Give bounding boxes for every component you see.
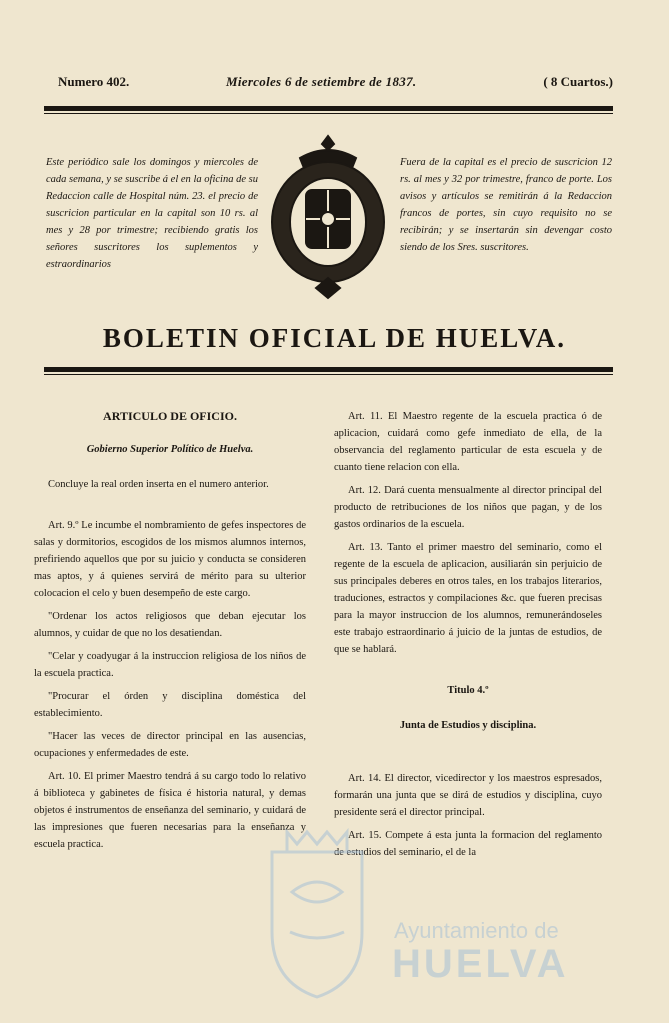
city-shield-icon — [262, 822, 372, 1002]
section-heading: ARTICULO DE OFICIO. — [103, 409, 237, 423]
watermark-line-1: Ayuntamiento de — [394, 918, 559, 943]
section-title: Titulo 4.º — [447, 685, 489, 696]
article-paragraph: Art. 14. El director, vicedirector y los maestros espresados, formarán una junta que se dirá de estudios y disciplina, cuyo presidente será el director principal. — [334, 773, 602, 818]
article-paragraph: Art. 13. Tanto el primer maestro del seminario, como el regente de la escuela de aplicacion, ausiliarán sin perjuicio de sus principales deberes en otros tales, en los trabajos literarios, traduciones, estractos y compilaciones &c. que fueren precisas para la mayor instruccion de los alumnos, remunerándoseles este trabajo estraordinario á juicio de la juntas de estudios, de que se hablará. — [334, 542, 602, 655]
article-paragraph: Art. 11. El Maestro regente de la escuela practica ó de aplicacion, cuidará como gefe inmediato de ella, de la observancia del reglamento particular de esta escuela y de cuanto tiene relacion con ella. — [334, 411, 602, 473]
intro-left: Este periódico sale los domingos y miercoles de cada semana, y se suscribe á el en la oficina de su Redaccion calle de Hospital núm. 23. el precio de suscricion particular en la capital son 10 rs. al mes y 28 por trimestre; recibiendo gratis los señores suscritores los suplementos y estraordinarios — [46, 157, 258, 270]
article-paragraph: Art. 10. El primer Maestro tendrá á su cargo todo lo relativo á biblioteca y gabinetes de física é historia natural, y demas objetos é instrumentos de enseñanza del seminario, y cuidará de las impresiones que fueren necesarias para la enseñanza y escuela practica. — [34, 771, 306, 850]
article-paragraph: "Celar y coadyugar á la instruccion religiosa de los niños de la escuela practica. — [34, 651, 306, 679]
intro-right: Fuera de la capital es el precio de suscricion 12 rs. al mes y 32 por trimestre, franco de porte. Los avisos y artículos se remitirán á la Redaccion francos de portes, sin cuyo requisito no se recibirán; y se insertarán sin devengar costo siendo de los Sres. suscritores. — [400, 157, 612, 253]
newspaper-title: BOLETIN OFICIAL DE HUELVA. — [102, 323, 567, 353]
article-paragraph: Art. 9.º Le incumbe el nombramiento de gefes inspectores de salas y dormitorios, escogidos de los mismos alumnos internos, prefiriendo aquellos que por su juicio y conducta se consideren mas aptos, y á quienes servirá de mérito para su ulterior colocacion el celo y buen desempeño de este cargo. — [34, 520, 306, 599]
right-column — [334, 408, 602, 867]
article-paragraph: "Procurar el órden y disciplina doméstica del establecimiento. — [34, 691, 306, 719]
watermark — [262, 822, 602, 1002]
section-subheading: Gobierno Superior Político de Huelva. — [86, 444, 254, 455]
article-paragraph: "Hacer las veces de director principal en las ausencias, ocupaciones y enfermedades de este. — [34, 731, 306, 759]
top-rule-thin — [44, 113, 613, 114]
masthead — [58, 74, 613, 94]
issue-number: Numero 402. — [58, 74, 130, 89]
intro-line: Concluye la real orden inserta en el numero anterior. — [48, 479, 269, 490]
section-subtitle: Junta de Estudios y disciplina. — [399, 720, 537, 731]
title-rule-thin — [44, 374, 613, 375]
top-rule — [44, 106, 613, 111]
article-paragraph: "Ordenar los actos religiosos que deban ejecutar los alumnos, y cuidar de que no los desatiendan. — [34, 611, 306, 639]
article-paragraph: Art. 15. Compete á esta junta la formacion del reglamento de estudios del seminario, el de la — [334, 830, 602, 858]
issue-price: ( 8 Cuartos.) — [543, 74, 613, 89]
title-rule — [44, 367, 613, 372]
watermark-line-2: HUELVA — [392, 942, 569, 986]
left-column — [34, 408, 306, 859]
issue-date: Miercoles 6 de setiembre de 1837. — [226, 74, 417, 89]
article-paragraph: Art. 12. Dará cuenta mensualmente al director principal del producto de retribuciones de los niños que pagan, y de los gastos ordinarios de la escuela. — [334, 485, 602, 530]
royal-crest-icon — [266, 130, 390, 306]
